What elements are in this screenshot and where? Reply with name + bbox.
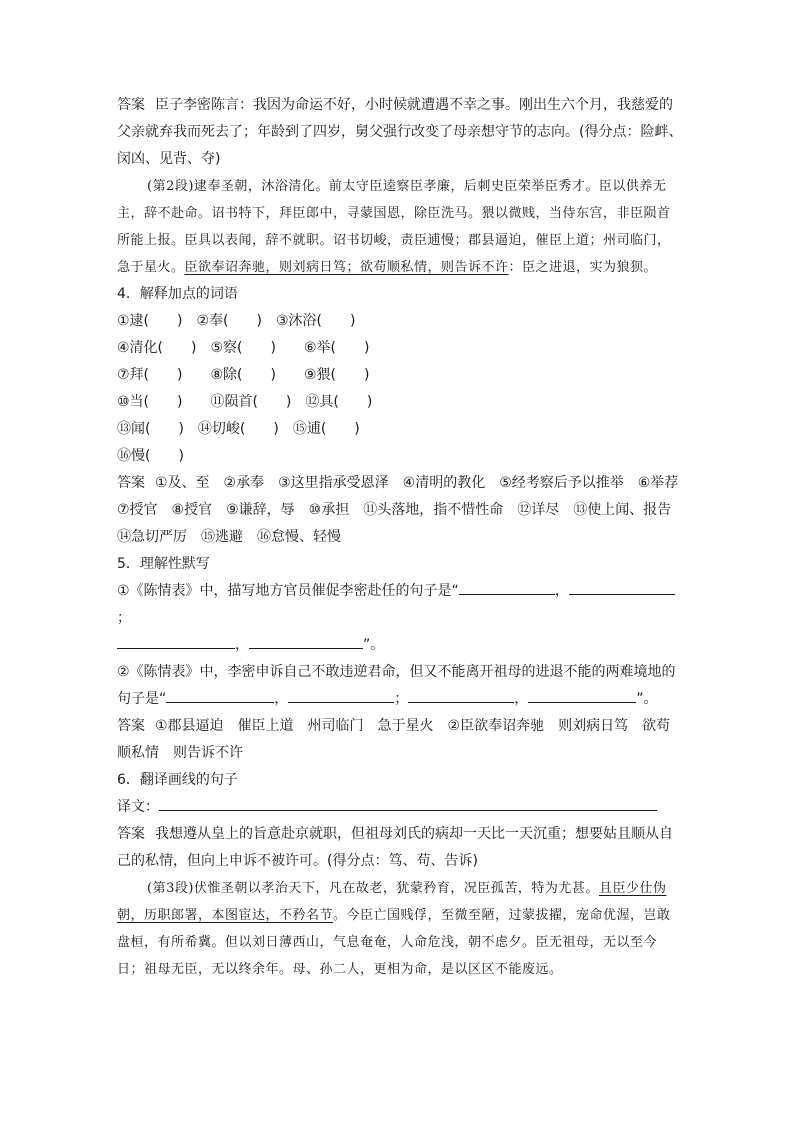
- punct: ；: [117, 610, 131, 626]
- answer-text: 我想遵从皇上的旨意赴京就职，但祖母刘氏的病却一天比一天沉重；想要姑且顺从自己的私情，但向上申诉不被许可。(得分点：笃、苟、告诉): [117, 826, 673, 869]
- answer-label: 答案: [117, 826, 145, 842]
- question-4-list: [117, 308, 683, 470]
- punct: ”。: [363, 637, 385, 653]
- punct: ，: [554, 583, 569, 599]
- passage-text: 伏惟圣朝以孝治天下，凡在故老，犹蒙矜育，况臣孤苦，特为尤甚。: [193, 881, 599, 896]
- passage-lead: (第3段): [147, 881, 194, 896]
- question-5-answer: [117, 713, 683, 767]
- passage-text-tail: 。今臣亡国贱俘，至微至陋，过蒙拔擢，宠命优渥，岂敢盘桓，有所希冀。但以刘日薄西山，气息奄奄，人命危浅，朝不虑夕。臣无祖母，无以至今日；祖母无臣，无以终余年。母、孙二人，更相为命，是以区区不能废远。: [117, 908, 671, 977]
- vocab-row: ⑦拜( ) ⑧除( ) ⑨猥( ): [117, 367, 370, 383]
- punct: ，: [235, 637, 249, 653]
- answer-label: 答案: [117, 475, 145, 491]
- answer-label: 答案: [117, 97, 145, 113]
- vocab-row: ⑩当( ) ⑪陨首( ) ⑫具( ): [117, 394, 373, 410]
- document-content: [117, 92, 693, 983]
- translation-label: 译文：: [117, 799, 159, 815]
- fill-blank[interactable]: [528, 686, 636, 703]
- question-4-title: 4．解释加点的词语: [117, 286, 238, 302]
- translation-line: [117, 794, 683, 821]
- passage-paragraph-3: [117, 875, 683, 983]
- passage-lead: (第2段): [147, 179, 194, 194]
- item-prompt: ②《陈情表》中，李密申诉自己不敢违逆君命，但又不能离开祖母的进退不能的两难境地的句子是“: [117, 664, 676, 707]
- answer-text: ①及、至 ②承奉 ③这里指承受恩泽 ④清明的教化 ⑤经考察后予以推举 ⑥举荐 ⑦授官 ⑧授官 ⑨谦辞，辱 ⑩承担 ⑪头落地，指不惜性命 ⑫详尽 ⑬使上闻、报告 ⑭急切严厉 ⑮逃避 ⑯怠慢、轻慢: [117, 475, 693, 545]
- question-5-title: 5．理解性默写: [117, 556, 210, 572]
- question-5-item-2: [117, 659, 683, 713]
- answer-text: ①郡县逼迫 催臣上道 州司临门 急于星火 ②臣欲奉诏奔驰 则刘病日笃 欲苟顺私情 则告诉不许: [117, 718, 671, 761]
- fill-blank[interactable]: [408, 686, 514, 703]
- fill-blank[interactable]: [166, 686, 274, 703]
- question-6-title: 6．翻译画线的句子: [117, 772, 238, 788]
- punct: ，: [274, 691, 289, 707]
- answer-paragraph: [117, 92, 683, 173]
- answer-text: 臣子李密陈言：我因为命运不好，小时候就遭遇不幸之事。刚出生六个月，我慈爱的父亲就弃我而死去了；年龄到了四岁，舅父强行改变了母亲想守节的志向。(得分点：险衅、闵凶、见背、夺): [117, 97, 683, 167]
- passage-text: 逮奉圣朝，沐浴清化。前太守臣逵察臣孝廉，后刺史臣荣举臣秀才。臣以供养无主，辞不赴命。诏书特下，拜臣郎中，寻蒙国恩，除臣洗马。猥以微贱，当侍东宫，非臣陨首所能上报。臣具以表闻，辞不就职。诏书切峻，责臣逋慢；郡县逼迫，催臣上道；州司临门，急于星火。: [117, 179, 671, 275]
- question-6-answer: [117, 821, 683, 875]
- answer-label: 答案: [117, 718, 145, 734]
- vocab-row: ①逮( ) ②奉( ) ③沐浴( ): [117, 313, 356, 329]
- fill-blank[interactable]: [117, 632, 235, 649]
- fill-blank[interactable]: [459, 578, 555, 595]
- question-4-answer: [117, 470, 693, 551]
- fill-blank[interactable]: [288, 686, 394, 703]
- underlined-sentence: 臣欲奉诏奔驰，则刘病日笃；欲苟顺私情，则告诉不许: [184, 260, 509, 275]
- translation-blank[interactable]: [159, 794, 657, 811]
- fill-blank[interactable]: [569, 578, 675, 595]
- item-prompt: ①《陈情表》中，描写地方官员催促李密赴任的句子是“: [117, 583, 459, 599]
- vocab-row: ⑬闻( ) ⑭切峻( ) ⑮逋( ): [117, 421, 360, 437]
- passage-paragraph-2: [117, 173, 683, 281]
- punct: ，: [514, 691, 529, 707]
- punct: ”。: [636, 691, 658, 707]
- punct: ；: [394, 691, 409, 707]
- fill-blank[interactable]: [249, 632, 363, 649]
- vocab-row: ⑯慢( ): [117, 448, 184, 464]
- question-5-item-1: [117, 578, 683, 659]
- underlined-sentence: 且臣少仕伪朝，历职郎署，本图宦达，不矜名节: [117, 881, 667, 923]
- vocab-row: ④清化( ) ⑤察( ) ⑥举( ): [117, 340, 370, 356]
- passage-text-tail: ：臣之进退，实为狼狈。: [508, 260, 658, 275]
